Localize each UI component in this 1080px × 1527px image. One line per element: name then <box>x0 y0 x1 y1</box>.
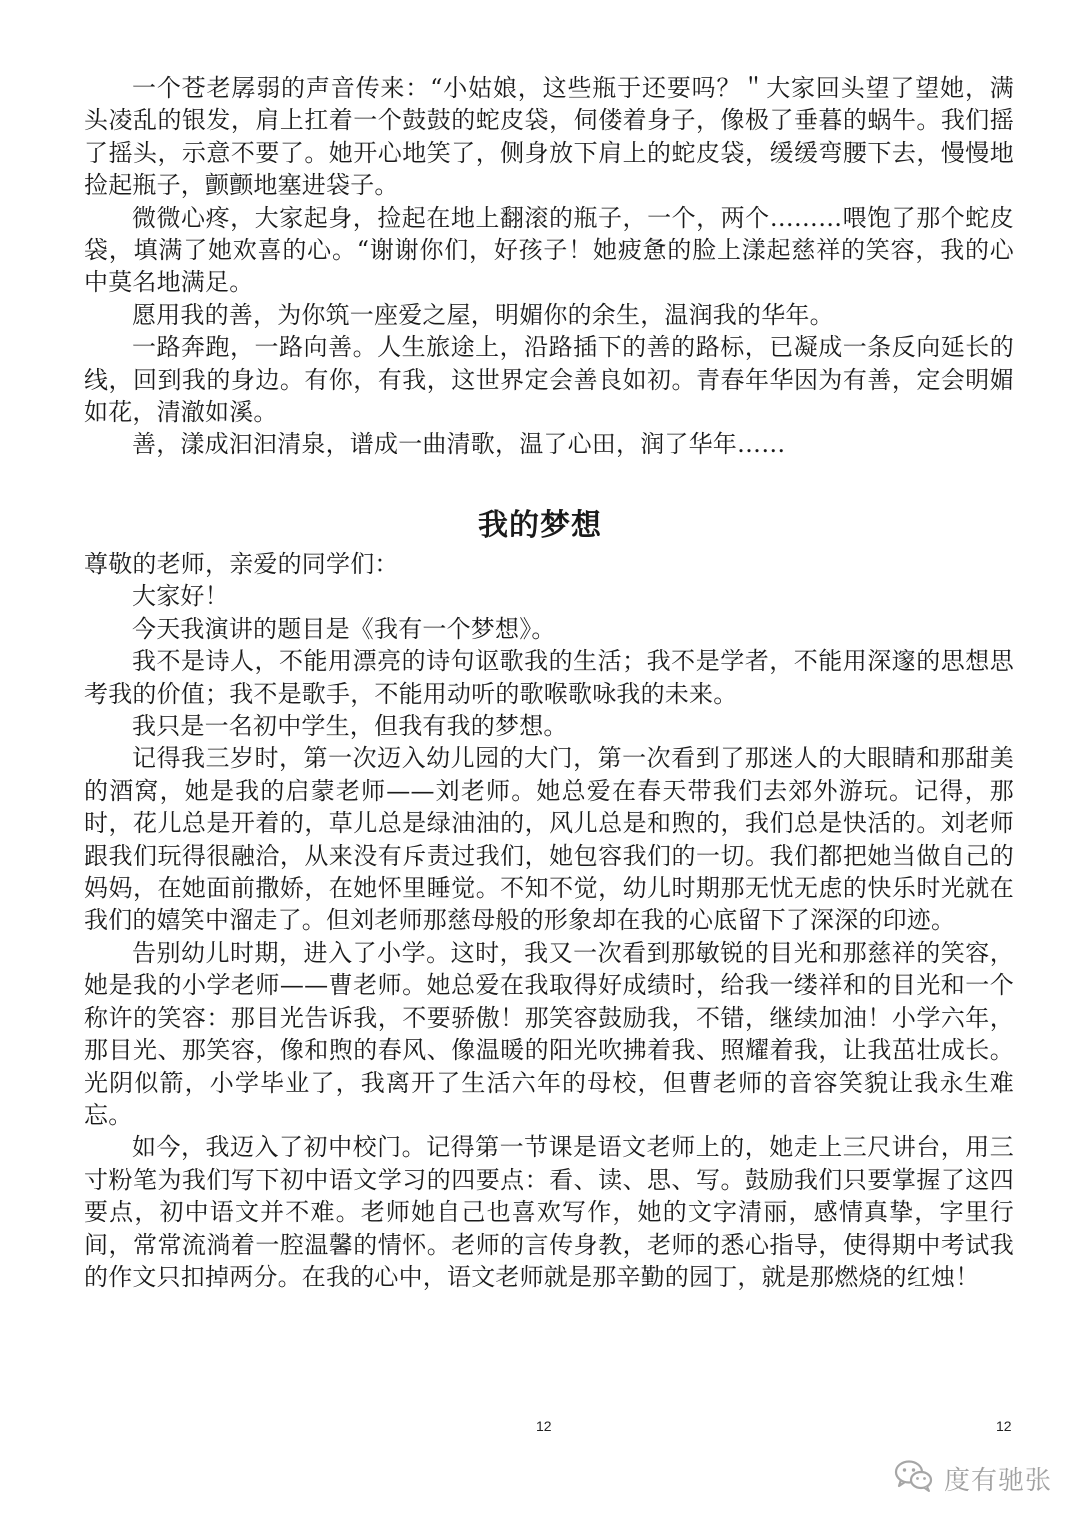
paragraph: 记得我三岁时，第一次迈入幼儿园的大门，第一次看到了那迷人的大眼睛和那甜美的酒窝，她是我的启蒙老师——刘老师。她总爱在春天带我们去郊外游玩。记得，那时，花儿总是开着的，草儿总是绿油油的，风儿总是和煦的，我们总是快活的。刘老师跟我们玩得很融洽，从来没有斥责过我们，她包容我们的一切。我们都把她当做自己的妈妈，在她面前撒娇，在她怀里睡觉。不知不觉，幼儿时期那无忧无虑的快乐时光就在我们的嬉笑中溜走了。但刘老师那慈母般的形象却在我的心底留下了深深的印迹。 <box>84 744 1014 935</box>
paragraph: 一路奔跑，一路向善。人生旅途上，沿路插下的善的路标，已凝成一条反向延长的线，回到我的身边。有你，有我，这世界定会善良如初。青春年华因为有善，定会明媚如花，清澈如溪。 <box>84 333 1014 427</box>
paragraph: 一个苍老孱弱的声音传来：“小姑娘，这些瓶于还要吗？＂大家回头望了望她，满头凌乱的银发，肩上扛着一个鼓鼓的蛇皮袋，伺偻着身子，像极了垂暮的蜗牛。我们摇了摇头，示意不要了。她开心地笑了，侧身放下肩上的蛇皮袋，缓缓弯腰下去，慢慢地捡起瓶子，颤颤地塞进袋子。 <box>84 74 1014 200</box>
paragraph: 告别幼儿时期，进入了小学。这时，我又一次看到那敏锐的目光和那慈祥的笑容，她是我的小学老师——曹老师。她总爱在我取得好成绩时，给我一缕祥和的目光和一个称许的笑容：那目光告诉我，不要骄傲！那笑容鼓励我，不错，继续加油！小学六年，那目光、那笑容，像和煦的春风、像温暖的阳光吹拂着我、照耀着我，让我茁壮成长。光阴似箭，小学毕业了，我离开了生活六年的母校，但曹老师的音容笑貌让我永生难忘。 <box>84 938 1014 1129</box>
section-speech <box>84 548 1014 1293</box>
paragraph: 大家好！ <box>132 582 229 611</box>
paragraph: 微微心疼，大家起身，捡起在地上翻滚的瓶子，一个，两个………喂饱了那个蛇皮袋，填满了她欢喜的心。“谢谢你们，好孩子！她疲惫的脸上漾起慈祥的笑容，我的心中莫名地满足。 <box>84 203 1014 297</box>
section-continued-essay <box>84 72 1014 461</box>
page-number-center: 12 <box>536 1418 552 1434</box>
essay-title: 我的梦想 <box>478 508 602 543</box>
paragraph: 今天我演讲的题目是《我有一个梦想》。 <box>132 614 556 643</box>
watermark-text: 度有驰张 <box>943 1465 1052 1496</box>
watermark <box>894 1458 1052 1498</box>
paragraph: 善，漾成汩汩清泉，谱成一曲清歌，温了心田，润了华年…… <box>132 430 786 459</box>
paragraph: 愿用我的善，为你筑一座爱之屋，明媚你的余生，温润我的华年。 <box>132 300 834 329</box>
wechat-icon <box>894 1459 934 1497</box>
paragraph: 我只是一名初中学生，但我有我的梦想。 <box>132 712 568 741</box>
salutation: 尊敬的老师，亲爱的同学们： <box>84 550 399 578</box>
paragraph: 我不是诗人，不能用漂亮的诗句讴歌我的生活；我不是学者，不能用深邃的思想思考我的价值；我不是歌手，不能用动听的歌喉歌咏我的未来。 <box>84 647 1014 708</box>
page-number-right: 12 <box>996 1418 1012 1434</box>
paragraph: 如今，我迈入了初中校门。记得第一节课是语文老师上的，她走上三尺讲台，用三寸粉笔为我们写下初中语文学习的四要点：看、读、思、写。鼓励我们只要掌握了这四要点，初中语文并不难。老师她自己也喜欢写作，她的文字清丽，感情真挚，字里行间，常常流淌着一腔温馨的情怀。老师的言传身教，老师的悉心指导，使得期中考试我的作文只扣掉两分。在我的心中，语文老师就是那辛勤的园丁，就是那燃烧的红烛！ <box>84 1133 1014 1291</box>
